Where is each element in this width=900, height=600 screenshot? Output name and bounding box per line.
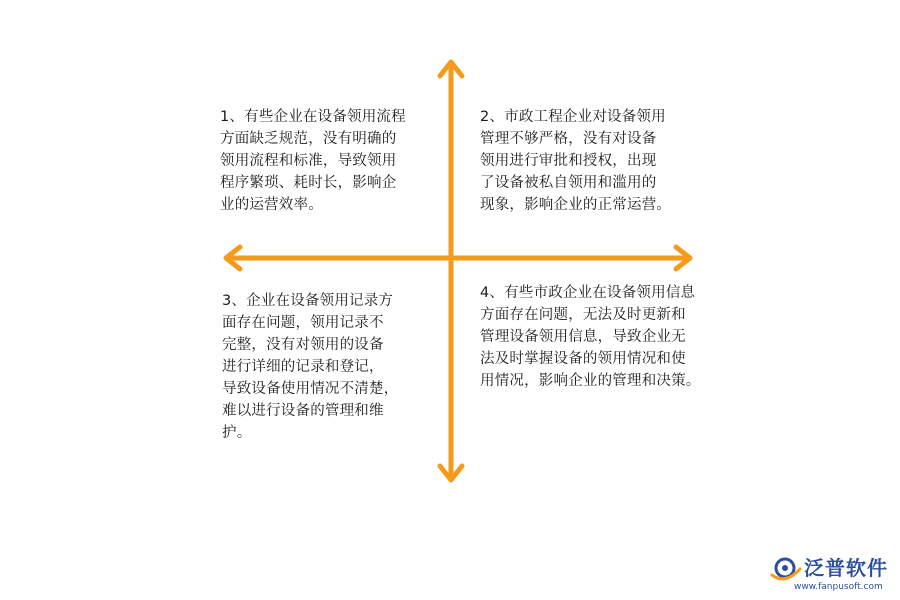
logo-name: 泛普软件 [804,556,888,580]
quadrant-text-1: 1、有些企业在设备领用流程 方面缺乏规范，没有明确的 领用流程和标准，导致领用 程序繁琐、耗时长，影响企 业的运营效率。 [220,109,406,213]
logo-url: www.fanpusoft.com [794,582,883,592]
quadrant-text-2: 2、市政工程企业对设备领用 管理不够严格，没有对设备 领用进行审批和授权，出现 了设备被私自领用和滥用的 现象，影响企业的正常运营。 [480,109,672,213]
quadrant-text-4: 4、有些市政企业在设备领用信息 方面存在问题，无法及时更新和 管理设备领用信息，导致企业无 法及时掌握设备的领用情况和使 用情况，影响企业的管理和决策。 [480,285,701,389]
brand-logo [768,555,892,595]
fanpu-logo-icon [768,555,804,583]
quadrant-text-3: 3、企业在设备领用记录方 面存在问题，领用记录不 完整，没有对领用的设备 进行详细的记录和登记， 导致设备使用情况不清楚， 难以进行设备的管理和维 护。 [222,293,399,441]
